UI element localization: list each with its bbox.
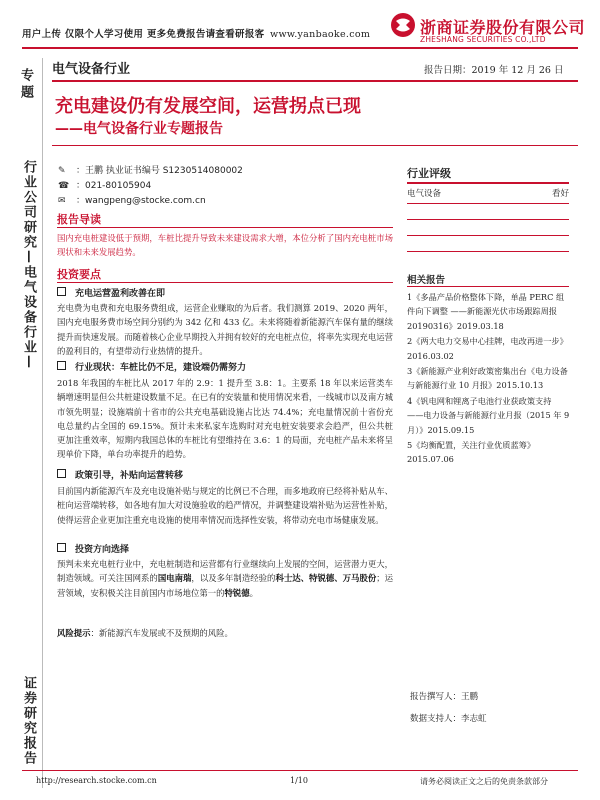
analyst-cert: ：王鹏 执业证书编号 S1230514080002 [76,166,243,176]
phone-icon: ☎ [58,181,70,191]
related-item[interactable]: 2《两大电力交易中心挂牌，电改再进一步》2016.03.02 [407,336,568,361]
related-item[interactable]: 1《多晶产品价格整体下降，单晶 PERC 组件向下调整 ——新能源光伏市场跟踪周报 20190316》2019.03.18 [407,292,565,331]
invest-text: 。 [249,587,258,598]
data-support: 数据支持人：李志虹 [410,714,487,724]
paragraph-operation-profit: 充电费为电费和充电服务费组成，运营企业赚取的为后者。我们测算 2019、2020 两年，国内充电服务费市场空间分别约为 342 亿和 433 亿。未来将随着新能源汽车保有量的继续提升而快速发展。而随着核心企业早期投入并拥有较好的充电桩点位，将率先实现充电运营的盈利目的，有望带动行业热情的提升。 [57,303,393,356]
rating-line [407,251,569,252]
rating-value: 看好 [551,189,569,199]
stock-highlight: 特锐德 [224,587,250,598]
notice-text: 用户上传 仅限个人学习使用 更多免费报告请查看研报客 [22,29,265,40]
footer-disclaimer: 请务必阅读正文之后的免责条款部分 [420,777,548,786]
paragraph-industry-status: 2018 年我国的车桩比从 2017 年的 2.9：1 提升至 3.8：1。主要系 18 年以来运营类车辆增速明显但公共桩建设数量不足。在已有的安装量和使用情况来看，一线城市以及南方城市领先明显；设施端前十省市的公共充电基础设施占比达 74.4%；充电量情况前十省份充电总量约占全国的 69.15%。预计未来私家车选购时对充电桩安装要求会趋严，但公共桩更加注重效率，短期内我国总体的车桩比有望维持在 3.6：1 的局面，充电桩产品未来将呈现单价下降，单台功率提升的趋势。 [57,378,393,460]
notice-url[interactable]: www.yanbaoke.com [270,29,371,40]
rating-heading: 行业评级 [407,167,451,180]
checkbox-icon [57,361,66,370]
bullet-text: 投资方向选择 [75,545,130,555]
risk-label: 风险提示 [57,628,91,638]
related-item[interactable]: 3《新能源产业利好政策密集出台《电力设备与新能源行业 10 月报》2015.10.13 [407,366,568,391]
checkbox-icon [57,469,66,478]
footer-url[interactable]: http://research.stocke.com.cn [36,776,157,785]
report-author: 报告撰写人：王鹏 [410,692,479,702]
phone-line [58,178,151,191]
rating-line [407,203,569,204]
related-rule [407,286,569,287]
points-rule [57,282,393,283]
invest-text: 预判未来充电桩行业中，充电桩制造和运营都有行业继续向上发展的空间，运营潜力更大，制造领域。可关注国网系的 [57,559,393,584]
email-line [58,193,206,206]
risk-text: ：新能源汽车发展或不及预期的风险。 [90,628,233,638]
bullet-policy [57,468,183,481]
company-logo [390,12,586,50]
title-bottom-rule [52,145,578,146]
footer-rule [22,770,578,771]
mail-icon: ✉ [58,196,66,206]
side-label-topic: 专题 [18,68,33,102]
analyst-email[interactable]: ：wangpeng@stocke.com.cn [76,196,206,206]
page-number: 1/10 [290,776,308,785]
title-top-rule [52,80,578,82]
related-item[interactable]: 5《均衡配置，关注行业优质蓝筹》2015.07.06 [407,440,536,465]
invest-text: ；运营领域，安积极关注目前国内市场地位第一的 [57,573,394,598]
stock-highlight: 科士达、特锐德、万马股份 [275,573,377,584]
report-subtitle: ——电气设备行业专题报告 [55,121,223,137]
side-divider [42,58,43,788]
logo-emblem-icon [390,12,416,38]
related-list [407,290,570,468]
bullet-operation-profit [57,286,165,299]
checkbox-icon [57,287,66,296]
checkbox-icon [57,543,66,552]
bullet-investment [57,542,129,555]
bullet-text: 充电运营盈利改善在即 [75,289,166,299]
related-item[interactable]: 4《钒电网和锂离子电池行业获政策支持 ——电力设备与新能源行业月报（2015 年 9 月）》2015.09.15 [407,395,570,435]
rating-row [407,187,569,199]
invest-text: ，以及多年制造经验的 [191,573,276,584]
report-title: 充电建设仍有发展空间，运营拐点已现 [55,96,361,117]
bullet-industry-status [57,360,246,373]
top-notice [22,26,370,40]
logo-chinese-name: 浙商证券股份有限公司 [420,18,586,37]
rating-rule [407,182,569,184]
bullet-text: 行业现状：车桩比仍不足，建设端仍需努力 [75,363,247,373]
risk-warning [57,626,393,640]
person-icon: ✎ [58,166,66,176]
analyst-line [58,163,243,176]
paragraph-policy: 目前国内新能源汽车及充电设施补贴与规定的比例已不合理，而多地政府已经将补贴从车、桩向运营端转移，如各地有加大对设施验收的趋严情况，并调整建设端补贴为运营性补贴，使得运营企业更加注重充电设施的使用率情况而选择性安装，将带动充电市场健康发展。 [57,486,393,525]
points-heading: 投资要点 [57,268,101,281]
report-date: 报告日期：2019 年 12 月 26 日 [424,65,564,76]
side-label-category: 行业公司研究—电气设备行业— [21,160,36,370]
industry-name: 电气设备行业 [52,62,131,77]
logo-english-name: ZHESHANG SECURITIES CO.,LTD [420,35,546,44]
side-label-report-type: 证券研究报告 [21,676,36,766]
stock-highlight: 国电南瑞 [157,573,192,584]
header-rule [22,47,578,49]
analyst-phone: ：021-80105904 [76,181,152,191]
guide-rule [57,227,393,228]
rating-line [407,235,569,236]
rating-sector: 电气设备 [407,189,442,199]
guide-heading: 报告导读 [57,213,101,226]
guide-text: 国内充电桩建设低于预期，车桩比提升导致未来建设需求大增，本位分析了国内充电桩市场现状和未来发展趋势。 [57,233,393,258]
paragraph-investment [57,557,393,600]
related-heading: 相关报告 [407,275,446,286]
rating-line [407,219,569,220]
bullet-text: 政策引导，补贴向运营转移 [75,471,184,481]
